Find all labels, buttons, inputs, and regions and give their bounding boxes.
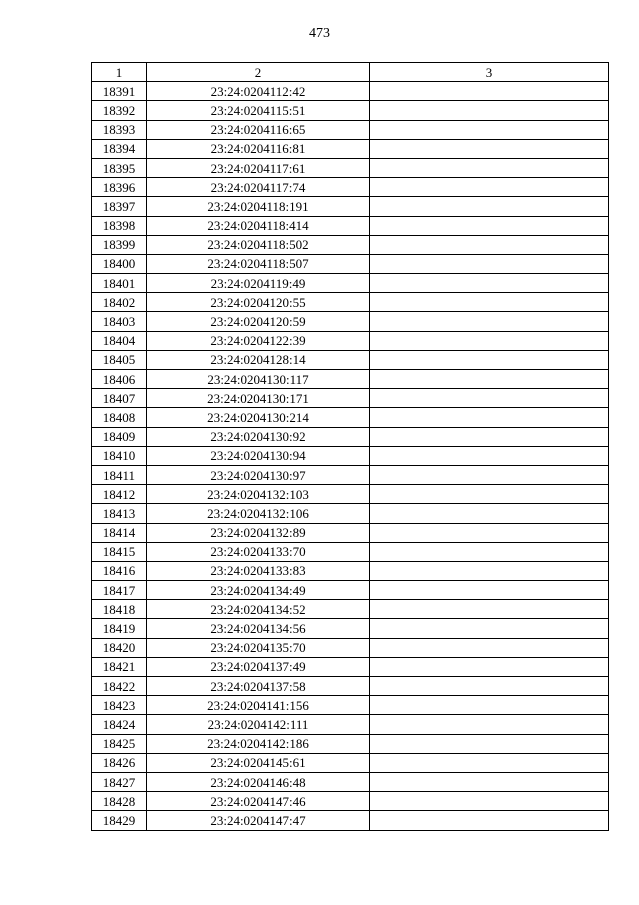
- cadastral-number-cell: 23:24:0204142:186: [147, 734, 370, 753]
- table-row: [92, 178, 609, 197]
- note-cell: [370, 350, 609, 369]
- row-number-cell: 18409: [92, 427, 147, 446]
- table-row: [92, 312, 609, 331]
- cadastral-number-cell: 23:24:0204130:214: [147, 408, 370, 427]
- table-row: [92, 638, 609, 657]
- row-number-cell: 18406: [92, 370, 147, 389]
- table-row: [92, 657, 609, 676]
- note-cell: [370, 542, 609, 561]
- row-number-cell: 18393: [92, 120, 147, 139]
- note-cell: [370, 389, 609, 408]
- cadastral-number-cell: 23:24:0204132:89: [147, 523, 370, 542]
- row-number-cell: 18404: [92, 331, 147, 350]
- header-cell-3: 3: [370, 63, 609, 82]
- row-number-cell: 18398: [92, 216, 147, 235]
- note-cell: [370, 581, 609, 600]
- table-row: [92, 696, 609, 715]
- cadastral-number-cell: 23:24:0204130:117: [147, 370, 370, 389]
- cadastral-number-cell: 23:24:0204128:14: [147, 350, 370, 369]
- cadastral-number-cell: 23:24:0204116:65: [147, 120, 370, 139]
- table-header-row: [92, 63, 609, 82]
- note-cell: [370, 178, 609, 197]
- table-row: [92, 139, 609, 158]
- note-cell: [370, 485, 609, 504]
- note-cell: [370, 293, 609, 312]
- note-cell: [370, 465, 609, 484]
- row-number-cell: 18425: [92, 734, 147, 753]
- row-number-cell: 18405: [92, 350, 147, 369]
- row-number-cell: 18424: [92, 715, 147, 734]
- cadastral-number-cell: 23:24:0204120:59: [147, 312, 370, 331]
- cadastral-number-cell: 23:24:0204118:507: [147, 254, 370, 273]
- row-number-cell: 18415: [92, 542, 147, 561]
- note-cell: [370, 158, 609, 177]
- cadastral-number-cell: 23:24:0204141:156: [147, 696, 370, 715]
- cadastral-number-cell: 23:24:0204147:47: [147, 811, 370, 830]
- note-cell: [370, 811, 609, 830]
- cadastral-number-cell: 23:24:0204118:191: [147, 197, 370, 216]
- table-row: [92, 581, 609, 600]
- row-number-cell: 18394: [92, 139, 147, 158]
- row-number-cell: 18397: [92, 197, 147, 216]
- table-row: [92, 561, 609, 580]
- note-cell: [370, 561, 609, 580]
- row-number-cell: 18396: [92, 178, 147, 197]
- row-number-cell: 18419: [92, 619, 147, 638]
- cadastral-number-cell: 23:24:0204117:61: [147, 158, 370, 177]
- header-cell-1: 1: [92, 63, 147, 82]
- row-number-cell: 18399: [92, 235, 147, 254]
- table-row: [92, 465, 609, 484]
- row-number-cell: 18392: [92, 101, 147, 120]
- row-number-cell: 18429: [92, 811, 147, 830]
- note-cell: [370, 619, 609, 638]
- table-row: [92, 350, 609, 369]
- row-number-cell: 18413: [92, 504, 147, 523]
- row-number-cell: 18410: [92, 446, 147, 465]
- cadastral-number-cell: 23:24:0204118:502: [147, 235, 370, 254]
- table-row: [92, 753, 609, 772]
- table-row: [92, 523, 609, 542]
- row-number-cell: 18414: [92, 523, 147, 542]
- row-number-cell: 18391: [92, 82, 147, 101]
- row-number-cell: 18423: [92, 696, 147, 715]
- cadastral-number-cell: 23:24:0204147:46: [147, 792, 370, 811]
- note-cell: [370, 331, 609, 350]
- cadastral-number-cell: 23:24:0204145:61: [147, 753, 370, 772]
- page-number: 473: [309, 26, 330, 41]
- table-row: [92, 293, 609, 312]
- row-number-cell: 18421: [92, 657, 147, 676]
- table-row: [92, 82, 609, 101]
- cadastral-number-cell: 23:24:0204115:51: [147, 101, 370, 120]
- table-row: [92, 792, 609, 811]
- row-number-cell: 18403: [92, 312, 147, 331]
- row-number-cell: 18427: [92, 772, 147, 791]
- header-cell-2: 2: [147, 63, 370, 82]
- note-cell: [370, 446, 609, 465]
- table-body: [92, 63, 609, 831]
- table-row: [92, 408, 609, 427]
- cadastral-number-cell: 23:24:0204120:55: [147, 293, 370, 312]
- cadastral-number-cell: 23:24:0204134:52: [147, 600, 370, 619]
- row-number-cell: 18401: [92, 274, 147, 293]
- table-row: [92, 235, 609, 254]
- table-row: [92, 446, 609, 465]
- note-cell: [370, 792, 609, 811]
- table-row: [92, 734, 609, 753]
- table-row: [92, 274, 609, 293]
- row-number-cell: 18411: [92, 465, 147, 484]
- row-number-cell: 18402: [92, 293, 147, 312]
- table-row: [92, 216, 609, 235]
- cadastral-number-cell: 23:24:0204137:49: [147, 657, 370, 676]
- row-number-cell: 18416: [92, 561, 147, 580]
- cadastral-number-cell: 23:24:0204132:103: [147, 485, 370, 504]
- cadastral-number-cell: 23:24:0204142:111: [147, 715, 370, 734]
- table-row: [92, 772, 609, 791]
- note-cell: [370, 638, 609, 657]
- table-row: [92, 331, 609, 350]
- table-row: [92, 254, 609, 273]
- note-cell: [370, 772, 609, 791]
- cadastral-number-cell: 23:24:0204132:106: [147, 504, 370, 523]
- note-cell: [370, 677, 609, 696]
- note-cell: [370, 312, 609, 331]
- note-cell: [370, 657, 609, 676]
- table-row: [92, 370, 609, 389]
- row-number-cell: 18395: [92, 158, 147, 177]
- note-cell: [370, 139, 609, 158]
- cadastral-number-cell: 23:24:0204112:42: [147, 82, 370, 101]
- row-number-cell: 18422: [92, 677, 147, 696]
- cadastral-number-cell: 23:24:0204130:92: [147, 427, 370, 446]
- note-cell: [370, 523, 609, 542]
- cadastral-number-cell: 23:24:0204134:49: [147, 581, 370, 600]
- table-row: [92, 389, 609, 408]
- table-row: [92, 158, 609, 177]
- row-number-cell: 18412: [92, 485, 147, 504]
- row-number-cell: 18420: [92, 638, 147, 657]
- cadastral-number-cell: 23:24:0204135:70: [147, 638, 370, 657]
- note-cell: [370, 600, 609, 619]
- row-number-cell: 18400: [92, 254, 147, 273]
- cadastral-number-cell: 23:24:0204134:56: [147, 619, 370, 638]
- row-number-cell: 18408: [92, 408, 147, 427]
- registry-table: [91, 62, 609, 831]
- cadastral-number-cell: 23:24:0204130:97: [147, 465, 370, 484]
- table-row: [92, 677, 609, 696]
- cadastral-number-cell: 23:24:0204118:414: [147, 216, 370, 235]
- cadastral-number-cell: 23:24:0204130:171: [147, 389, 370, 408]
- row-number-cell: 18426: [92, 753, 147, 772]
- note-cell: [370, 216, 609, 235]
- cadastral-number-cell: 23:24:0204122:39: [147, 331, 370, 350]
- cadastral-number-cell: 23:24:0204133:70: [147, 542, 370, 561]
- note-cell: [370, 696, 609, 715]
- cadastral-number-cell: 23:24:0204116:81: [147, 139, 370, 158]
- note-cell: [370, 715, 609, 734]
- note-cell: [370, 82, 609, 101]
- row-number-cell: 18407: [92, 389, 147, 408]
- note-cell: [370, 408, 609, 427]
- note-cell: [370, 734, 609, 753]
- note-cell: [370, 427, 609, 446]
- cadastral-number-cell: 23:24:0204117:74: [147, 178, 370, 197]
- row-number-cell: 18417: [92, 581, 147, 600]
- cadastral-number-cell: 23:24:0204146:48: [147, 772, 370, 791]
- note-cell: [370, 753, 609, 772]
- table-row: [92, 600, 609, 619]
- note-cell: [370, 197, 609, 216]
- table-row: [92, 101, 609, 120]
- table-row: [92, 715, 609, 734]
- table-row: [92, 504, 609, 523]
- note-cell: [370, 235, 609, 254]
- cadastral-number-cell: 23:24:0204133:83: [147, 561, 370, 580]
- note-cell: [370, 101, 609, 120]
- cadastral-number-cell: 23:24:0204119:49: [147, 274, 370, 293]
- note-cell: [370, 370, 609, 389]
- table-row: [92, 811, 609, 830]
- note-cell: [370, 504, 609, 523]
- table-row: [92, 485, 609, 504]
- table-row: [92, 619, 609, 638]
- cadastral-number-cell: 23:24:0204137:58: [147, 677, 370, 696]
- table-row: [92, 542, 609, 561]
- note-cell: [370, 120, 609, 139]
- table-row: [92, 197, 609, 216]
- row-number-cell: 18428: [92, 792, 147, 811]
- table-row: [92, 427, 609, 446]
- cadastral-number-cell: 23:24:0204130:94: [147, 446, 370, 465]
- row-number-cell: 18418: [92, 600, 147, 619]
- note-cell: [370, 254, 609, 273]
- table-row: [92, 120, 609, 139]
- note-cell: [370, 274, 609, 293]
